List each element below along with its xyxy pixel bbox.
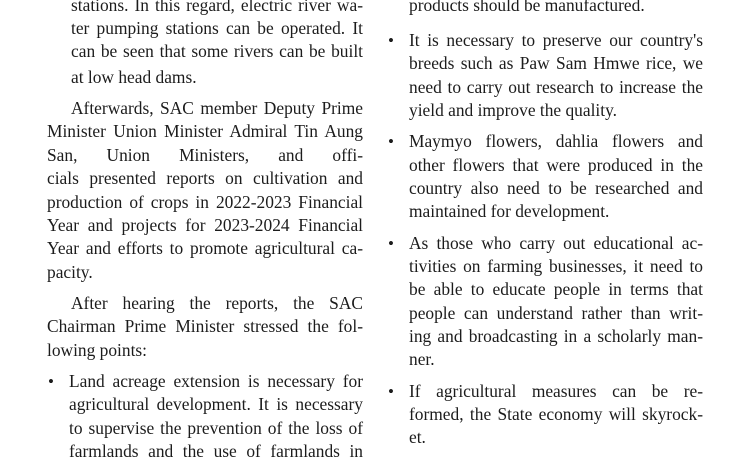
- bullet-line: other flowers that were produced in the: [409, 155, 703, 175]
- bullet-line: need to carry out research to increase the: [409, 77, 703, 97]
- bullet-line: If agricultural measures can be re-: [409, 381, 703, 401]
- bullet-marker: •: [388, 31, 394, 50]
- text-line: production of crops in 2022-2023 Financial: [47, 192, 363, 212]
- bullet-line: formed, the State economy will skyrock-: [409, 404, 703, 424]
- bullet-line: Maymyo flowers, dahlia flowers and: [409, 131, 703, 151]
- bullet-line: people can understand rather than writ-: [409, 303, 703, 323]
- bullet-marker: •: [388, 234, 394, 253]
- bullet-line: country also need to be researched and: [409, 178, 703, 198]
- bullet-marker: •: [48, 372, 54, 391]
- text-line: stations. In this regard, electric river wa-: [71, 0, 363, 15]
- text-line: ter pumping stations can be operated. It: [71, 18, 363, 38]
- text-line: Chairman Prime Minister stressed the fol-: [47, 316, 363, 336]
- bullet-line: breeds such as Paw Sam Hmwe rice, we: [409, 53, 703, 73]
- bullet-line: Land acreage extension is necessary for: [69, 371, 363, 391]
- text-line: pacity.: [47, 262, 93, 282]
- bullet-marker: •: [388, 382, 394, 401]
- text-line: lowing points:: [47, 340, 148, 360]
- bullet-line: ing and broadcasting in a scholarly man-: [409, 326, 703, 346]
- text-line: Year and projects for 2023-2024 Financial: [47, 215, 363, 235]
- text-line: Minister Union Minister Admiral Tin Aung: [47, 121, 363, 141]
- bullet-marker: •: [388, 132, 394, 151]
- text-line: Year and efforts to promote agricultural ca-: [47, 238, 363, 258]
- paragraph-first-line: Afterwards, SAC member Deputy Prime: [71, 98, 363, 118]
- bullet-line: et.: [409, 427, 426, 447]
- bullet-line: tivities on farming businesses, it need to: [409, 256, 703, 276]
- bullet-line: As those who carry out educational ac-: [409, 233, 703, 253]
- paragraph-first-line: After hearing the reports, the SAC: [71, 293, 363, 313]
- bullet-line: farmlands and the use of farmlands in: [69, 441, 363, 460]
- bullet-line: maintained for development.: [409, 201, 610, 221]
- bullet-line: ner.: [409, 349, 435, 369]
- text-line: San, Union Ministers, and offi-: [47, 145, 363, 165]
- bullet-line: to supervise the prevention of the loss of: [69, 418, 363, 438]
- text-line: at low head dams.: [71, 67, 197, 87]
- text-line: can be seen that some rivers can be built: [71, 41, 363, 61]
- bullet-line: It is necessary to preserve our country's: [409, 30, 703, 50]
- text-line: cials presented reports on cultivation and: [47, 168, 363, 188]
- bullet-line: be able to educate people in terms that: [409, 279, 703, 299]
- text-line: products should be manufactured.: [409, 0, 645, 15]
- bullet-line: yield and improve the quality.: [409, 100, 617, 120]
- bullet-line: agricultural development. It is necessary: [69, 394, 363, 414]
